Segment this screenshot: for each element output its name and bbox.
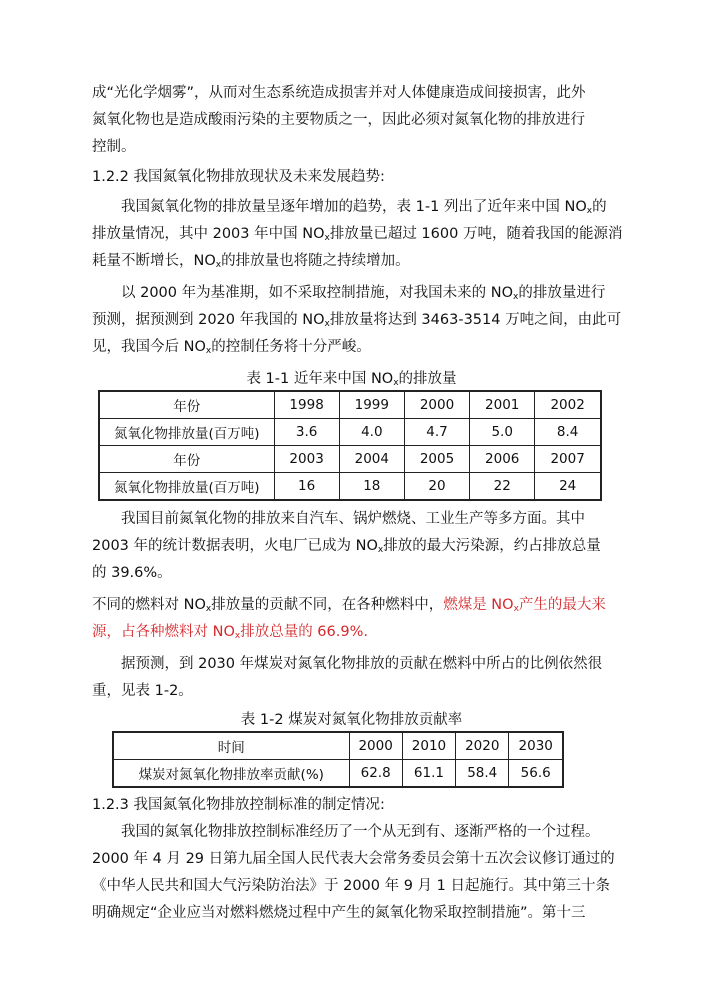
year-cell: 2003 xyxy=(274,446,339,473)
table-1-caption: 表 1-1 近年来中国 $NO_x$的排放量 xyxy=(246,371,457,388)
section-123-paragraph xyxy=(92,819,615,927)
year-cell: 2002 xyxy=(535,391,601,419)
year-cell: 2007 xyxy=(535,446,601,473)
row-label-year: 年份 xyxy=(99,446,274,473)
s123-line-1: 我国的氮氧化物排放控制标准经历了一个从无到有、逐渐严格的一个过程。 xyxy=(121,824,600,840)
year-cell: 2000 xyxy=(349,732,402,760)
row-label-amount: 氮氧化物排放量(百万吨) xyxy=(99,473,274,501)
row-label-rate: 煤炭对氮氧化物排放率贡献(%) xyxy=(113,760,349,788)
value-cell: 22 xyxy=(470,473,535,501)
p5-line-1: 据预测，到 2030 年煤炭对氮氧化物排放的贡献在燃料中所占的比例依然很 xyxy=(121,656,603,672)
p3-line-1: 我国目前氮氧化物的排放来自汽车、锅炉燃烧、工业生产等多方面。其中 xyxy=(121,511,585,527)
year-cell: 2006 xyxy=(470,446,535,473)
p4-line-2: 源，占各种燃料对 $NO_x$排放总量的 66.9%. xyxy=(92,624,368,641)
year-cell: 1999 xyxy=(339,391,404,419)
s122-p2-line-1: 以 2000 年为基准期，如不采取控制措施，对我国未来的 $NO_x$的排放量进行 xyxy=(121,285,606,302)
year-cell: 2004 xyxy=(339,446,404,473)
table-row xyxy=(99,391,601,419)
value-cell: 62.8 xyxy=(349,760,402,788)
intro-paragraph xyxy=(92,80,612,161)
table-row xyxy=(99,419,601,446)
table-row xyxy=(113,732,563,760)
p3-line-2: 2003 年的统计数据表明，火电厂已成为 $NO_x$排放的最大污染源，约占排放总量 xyxy=(92,538,601,555)
value-cell: 16 xyxy=(274,473,339,501)
value-cell: 8.4 xyxy=(535,419,601,446)
s122-p2-line-3: 见，我国今后 $NO_x$的控制任务将十分严峻。 xyxy=(92,339,371,356)
table-1-nox-emissions xyxy=(98,390,602,501)
year-cell: 2020 xyxy=(456,732,509,760)
value-cell: 3.6 xyxy=(274,419,339,446)
intro-line-2: 氮氧化物也是造成酸雨污染的主要物质之一，因此必须对氮氧化物的排放进行 xyxy=(92,112,585,128)
value-cell: 58.4 xyxy=(456,760,509,788)
s122-p1-line-2: 排放量情况，其中 2003 年中国 $NO_x$排放量已超过 1600 万吨，随着我国的能源消 xyxy=(92,226,623,243)
table-row xyxy=(99,473,601,501)
p4-line-1: 不同的燃料对 $NO_x$排放量的贡献不同，在各种燃料中，燃煤是 $NO_x$产生的最大来 xyxy=(92,597,606,614)
section-122-paragraph-2 xyxy=(92,280,622,361)
value-cell: 4.0 xyxy=(339,419,404,446)
s122-p1-line-1: 我国氮氧化物的排放量呈逐年增加的趋势，表 1-1 列出了近年来中国 $NO_x$的 xyxy=(121,199,607,216)
p3-line-3: 的 39.6%。 xyxy=(92,565,172,581)
year-cell: 2010 xyxy=(402,732,455,760)
table-row xyxy=(99,446,601,473)
s122-p2-line-2: 预测，据预测到 2020 年我国的 $NO_x$排放量将达到 3463-3514 万吨之间，由此可 xyxy=(92,312,622,329)
paragraph-5 xyxy=(92,651,612,705)
value-cell: 20 xyxy=(404,473,469,501)
table-row xyxy=(113,760,563,788)
year-cell: 1998 xyxy=(274,391,339,419)
row-label-amount: 氮氧化物排放量(百万吨) xyxy=(99,419,274,446)
row-label-time: 时间 xyxy=(113,732,349,760)
s123-line-4: 明确规定“企业应当对燃料燃烧过程中产生的氮氧化物采取控制措施”。第十三 xyxy=(92,905,586,921)
value-cell: 56.6 xyxy=(509,760,563,788)
value-cell: 24 xyxy=(535,473,601,501)
section-122-paragraph-1 xyxy=(92,194,623,275)
intro-line-1: 成“光化学烟雾”，从而对生态系统造成损害并对人体健康造成间接损害，此外 xyxy=(92,85,586,101)
s122-p1-line-3: 耗量不断增长，$NO_x$的排放量也将随之持续增加。 xyxy=(92,253,410,270)
paragraph-3 xyxy=(92,506,612,587)
section-heading-123: 1.2.3 我国氮氧化物排放控制标准的制定情况: xyxy=(92,797,385,813)
highlight-text: 燃煤是 $NO_x$产生的最大来 xyxy=(443,597,606,614)
p5-line-2: 重，见表 1-2。 xyxy=(92,683,193,699)
intro-line-3: 控制。 xyxy=(92,139,136,155)
row-label-year: 年份 xyxy=(99,391,274,419)
year-cell: 2000 xyxy=(404,391,469,419)
value-cell: 18 xyxy=(339,473,404,501)
s123-line-2: 2000 年 4 月 29 日第九届全国人民代表大会常务委员会第十五次会议修订通过的 xyxy=(92,851,615,867)
year-cell: 2001 xyxy=(470,391,535,419)
year-cell: 2030 xyxy=(509,732,563,760)
value-cell: 5.0 xyxy=(470,419,535,446)
section-heading-122: 1.2.2 我国氮氧化物排放现状及未来发展趋势: xyxy=(92,169,385,185)
value-cell: 4.7 xyxy=(404,419,469,446)
table-2-caption: 表 1-2 煤炭对氮氧化物排放贡献率 xyxy=(240,712,463,728)
year-cell: 2005 xyxy=(404,446,469,473)
value-cell: 61.1 xyxy=(402,760,455,788)
paragraph-4 xyxy=(92,592,612,646)
s123-line-3: 《中华人民共和国大气污染防治法》于 2000 年 9 月 1 日起施行。其中第三十条 xyxy=(92,878,611,894)
table-2-coal-contribution xyxy=(112,731,564,788)
